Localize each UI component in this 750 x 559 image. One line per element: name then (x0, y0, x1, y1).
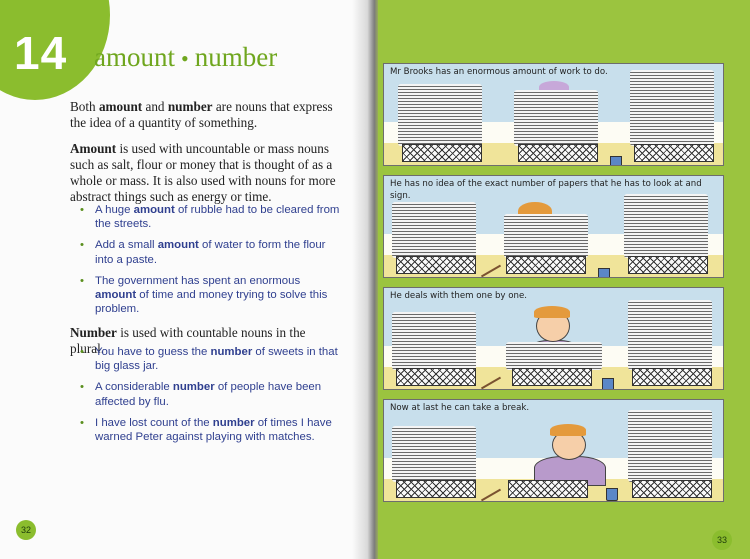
mug-icon (606, 488, 618, 501)
paper-tray (508, 480, 588, 498)
paper-tray (396, 256, 476, 274)
paper-tray (396, 480, 476, 498)
example-item: • Add a small amount of water to form the flour into a paste. (80, 238, 342, 266)
person-hair (550, 424, 586, 436)
intro-paragraph: Both amount and number are nouns that express the idea of a quantity of something. (70, 99, 333, 130)
number-examples (80, 345, 342, 451)
example-item: • A huge amount of rubble had to be cleared from the streets. (80, 203, 342, 231)
comic-panel-3 (383, 287, 724, 390)
panel-caption: Now at last he can take a break. (390, 403, 530, 413)
comic-panel-4 (383, 399, 724, 502)
paper-tray (628, 256, 708, 274)
amount-paragraph: Amount is used with uncountable or mass nouns such as salt, flour or money that is thought of as a whole or mass. It is also used with nouns for more abstract things such as energy or time. (70, 141, 336, 204)
paper-stack (506, 342, 602, 370)
page-number-left: 32 (16, 520, 36, 540)
paper-stack (392, 426, 476, 482)
title-word-number: number (194, 42, 278, 72)
amount-examples (80, 203, 342, 323)
paper-tray (632, 480, 712, 498)
left-page (0, 0, 372, 559)
paper-stack (514, 90, 598, 146)
paper-stack (392, 312, 476, 370)
example-item: • You have to guess the number of sweets in that big glass jar. (80, 345, 342, 373)
paper-stack (628, 410, 712, 482)
title-word-amount: amount (94, 42, 175, 72)
page-title (94, 42, 277, 73)
paper-stack (624, 194, 708, 258)
panel-caption: He deals with them one by one. (390, 291, 527, 301)
paper-stack (628, 300, 712, 370)
page-number-right: 33 (712, 530, 732, 550)
panel-caption: He has no idea of the exact number of papers that he has to look at and sign. (390, 179, 702, 201)
chapter-number: 14 (14, 27, 68, 79)
comic-panel-1 (383, 63, 724, 166)
mug-icon (602, 378, 614, 390)
paper-tray (518, 144, 598, 162)
paper-stack (630, 70, 714, 146)
paper-tray (512, 368, 592, 386)
paper-tray (506, 256, 586, 274)
mug-icon (598, 268, 610, 278)
example-item: • A considerable number of people have been affected by flu. (80, 380, 342, 408)
mug-icon (610, 156, 622, 166)
comic-panel-2 (383, 175, 724, 278)
paper-stack (398, 84, 482, 146)
example-item: • The government has spent an enormous amount of time and money trying to solve this problem. (80, 274, 342, 317)
paper-stack (504, 214, 588, 258)
book-gutter (352, 0, 380, 559)
paper-tray (402, 144, 482, 162)
paper-tray (634, 144, 714, 162)
paper-tray (396, 368, 476, 386)
title-separator: • (181, 46, 189, 71)
number-paragraph: Number is used with countable nouns in the plural. (70, 325, 306, 356)
paper-stack (392, 202, 476, 258)
panel-caption: Mr Brooks has an enormous amount of work to do. (390, 67, 608, 77)
paper-tray (632, 368, 712, 386)
person-hair (534, 306, 570, 318)
example-item: • I have lost count of the number of times I have warned Peter against playing with matches. (80, 416, 342, 444)
